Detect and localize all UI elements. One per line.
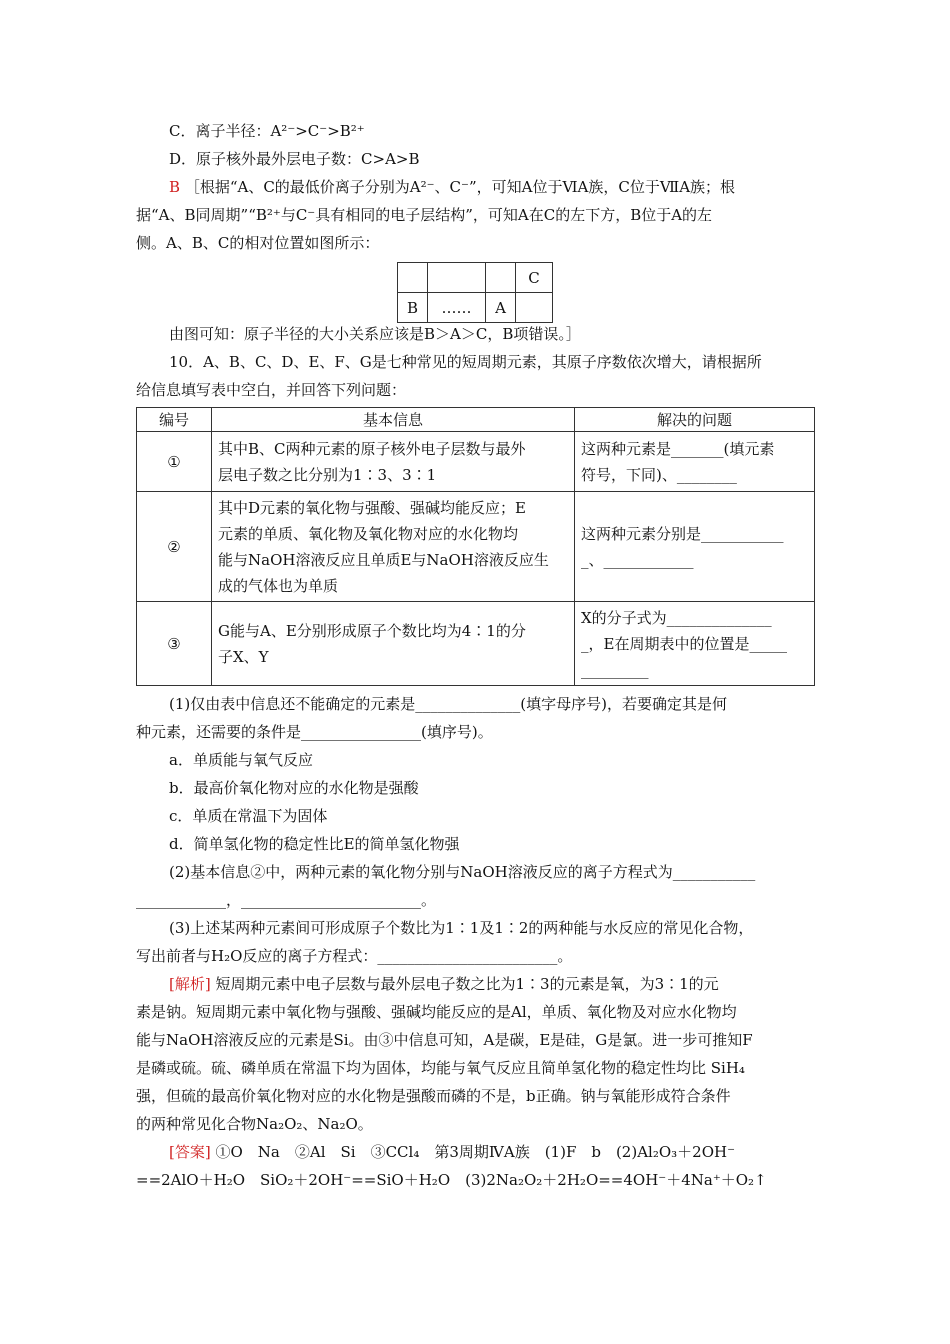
q10-intro-line2: 给信息填写表中空白，并回答下列问题：: [136, 381, 407, 399]
part2-line1: (2)基本信息②中，两种元素的氧化物分别与NaOH溶液反应的离子方程式为___________: [169, 863, 756, 881]
row-problem: 这两种元素是_______(填元素 符号，下同)、________: [575, 432, 815, 492]
part1-line1: (1)仅由表中信息还不能确定的元素是______________(填字母序号)，若要确定其是何: [169, 695, 727, 713]
table-row: [137, 492, 815, 602]
q10-intro-line1: 10．A、B、C、D、E、F、G是七种常见的短周期元素，其原子序数依次增大，请根据所: [169, 353, 762, 371]
row-number: ①: [137, 432, 212, 492]
explanation-text: ［根据“A、C的最低价离子分别为A²⁻、C⁻”，可知A位于ⅥA族，C位于ⅦA族；根: [184, 178, 736, 196]
grid-cell: [486, 263, 516, 293]
grid-cell: [398, 263, 428, 293]
grid-cell: [516, 293, 553, 323]
row-info: 其中B、C两种元素的原子核外电子层数与最外 层电子数之比分别为1∶3、3∶1: [212, 432, 575, 492]
analysis-line: 素是钠。短周期元素中氧化物与强酸、强碱均能反应的是Al，单质、氧化物及对应水化物均: [136, 1003, 737, 1021]
option-c: C．离子半径：A²⁻>C⁻>B²⁺: [169, 122, 365, 140]
row-problem: X的分子式为______________ _，E在周期表中的位置是_____ _________: [575, 602, 815, 686]
q9-explanation-line2: 据“A、B同周期”“B²⁺与C⁻具有相同的电子层结构”，可知A在C的左下方，B位于A的左: [136, 206, 713, 224]
position-grid: [397, 262, 553, 323]
answer-line2: ==2AlO＋H₂O SiO₂＋2OH⁻==SiO＋H₂O (3)2Na₂O₂＋2H₂O==4OH⁻＋4Na⁺＋O₂↑: [136, 1171, 767, 1189]
grid-cell: A: [486, 293, 516, 323]
option-item: a．单质能与氧气反应: [169, 751, 313, 769]
q9-explanation-line1: [169, 176, 735, 198]
header-problem: 解决的问题: [575, 408, 815, 432]
q9-explanation-line3: 侧。A、B、C的相对位置如图所示：: [136, 234, 380, 252]
option-d: D．原子核外最外层电子数：C>A>B: [169, 150, 420, 168]
row-number: ③: [137, 602, 212, 686]
analysis-line: 强，但硫的最高价氧化物对应的水化物是强酸而磷的不是，b正确。钠与氧能形成符合条件: [136, 1087, 731, 1105]
part1-line2: 种元素，还需要的条件是________________(填序号)。: [136, 723, 493, 741]
info-table: [136, 407, 815, 686]
grid-cell: C: [516, 263, 553, 293]
table-row: [137, 602, 815, 686]
row-number: ②: [137, 492, 212, 602]
answer-letter: B: [169, 178, 181, 196]
option-item: b．最高价氧化物对应的水化物是强酸: [169, 779, 419, 797]
analysis-line: 能与NaOH溶液反应的元素是Si。由③中信息可知，A是碳，E是硅，G是氯。进一步可推知F: [136, 1031, 753, 1049]
analysis-line1: [解析] 短周期元素中电子层数与最外层电子数之比为1∶3的元素是氧，为3∶1的元: [169, 975, 719, 993]
grid-cell: B: [398, 293, 428, 323]
analysis-line: 是磷或硫。硫、磷单质在常温下均为固体，均能与氧气反应且简单氢化物的稳定性均比 SiH₄: [136, 1059, 745, 1077]
grid-cell: [428, 263, 486, 293]
grid-cell: ……: [428, 293, 486, 323]
row-info: 其中D元素的氧化物与强酸、强碱均能反应；E 元素的单质、氧化物及氧化物对应的水化物均 能与NaOH溶液反应且单质E与NaOH溶液反应生 成的气体也为单质: [212, 492, 575, 602]
part3-line1: (3)上述某两种元素间可形成原子个数比为1∶1及1∶2的两种能与水反应的常见化合物，: [169, 919, 754, 937]
part3-line2: 写出前者与H₂O反应的离子方程式：________________________。: [136, 947, 573, 965]
answer-line1: [答案] ①O Na ②Al Si ③CCl₄ 第3周期ⅣA族 (1)F b (2)Al₂O₃＋2OH⁻: [169, 1143, 735, 1161]
q9-conclusion: 由图可知：原子半径的大小关系应该是B＞A＞C，B项错误。］: [169, 325, 581, 343]
table-row: [137, 432, 815, 492]
analysis-tag: [解析]: [169, 975, 211, 993]
header-number: 编号: [137, 408, 212, 432]
analysis-line: 的两种常见化合物Na₂O₂、Na₂O。: [136, 1115, 373, 1133]
row-info: G能与A、E分别形成原子个数比均为4∶1的分 子X、Y: [212, 602, 575, 686]
option-item: d．简单氢化物的稳定性比E的简单氢化物强: [169, 835, 460, 853]
option-item: c．单质在常温下为固体: [169, 807, 328, 825]
answer-tag: [答案]: [169, 1143, 211, 1161]
header-basic-info: 基本信息: [212, 408, 575, 432]
part2-line2: ____________，________________________。: [136, 891, 437, 909]
row-problem: 这两种元素分别是___________ _、____________: [575, 492, 815, 602]
